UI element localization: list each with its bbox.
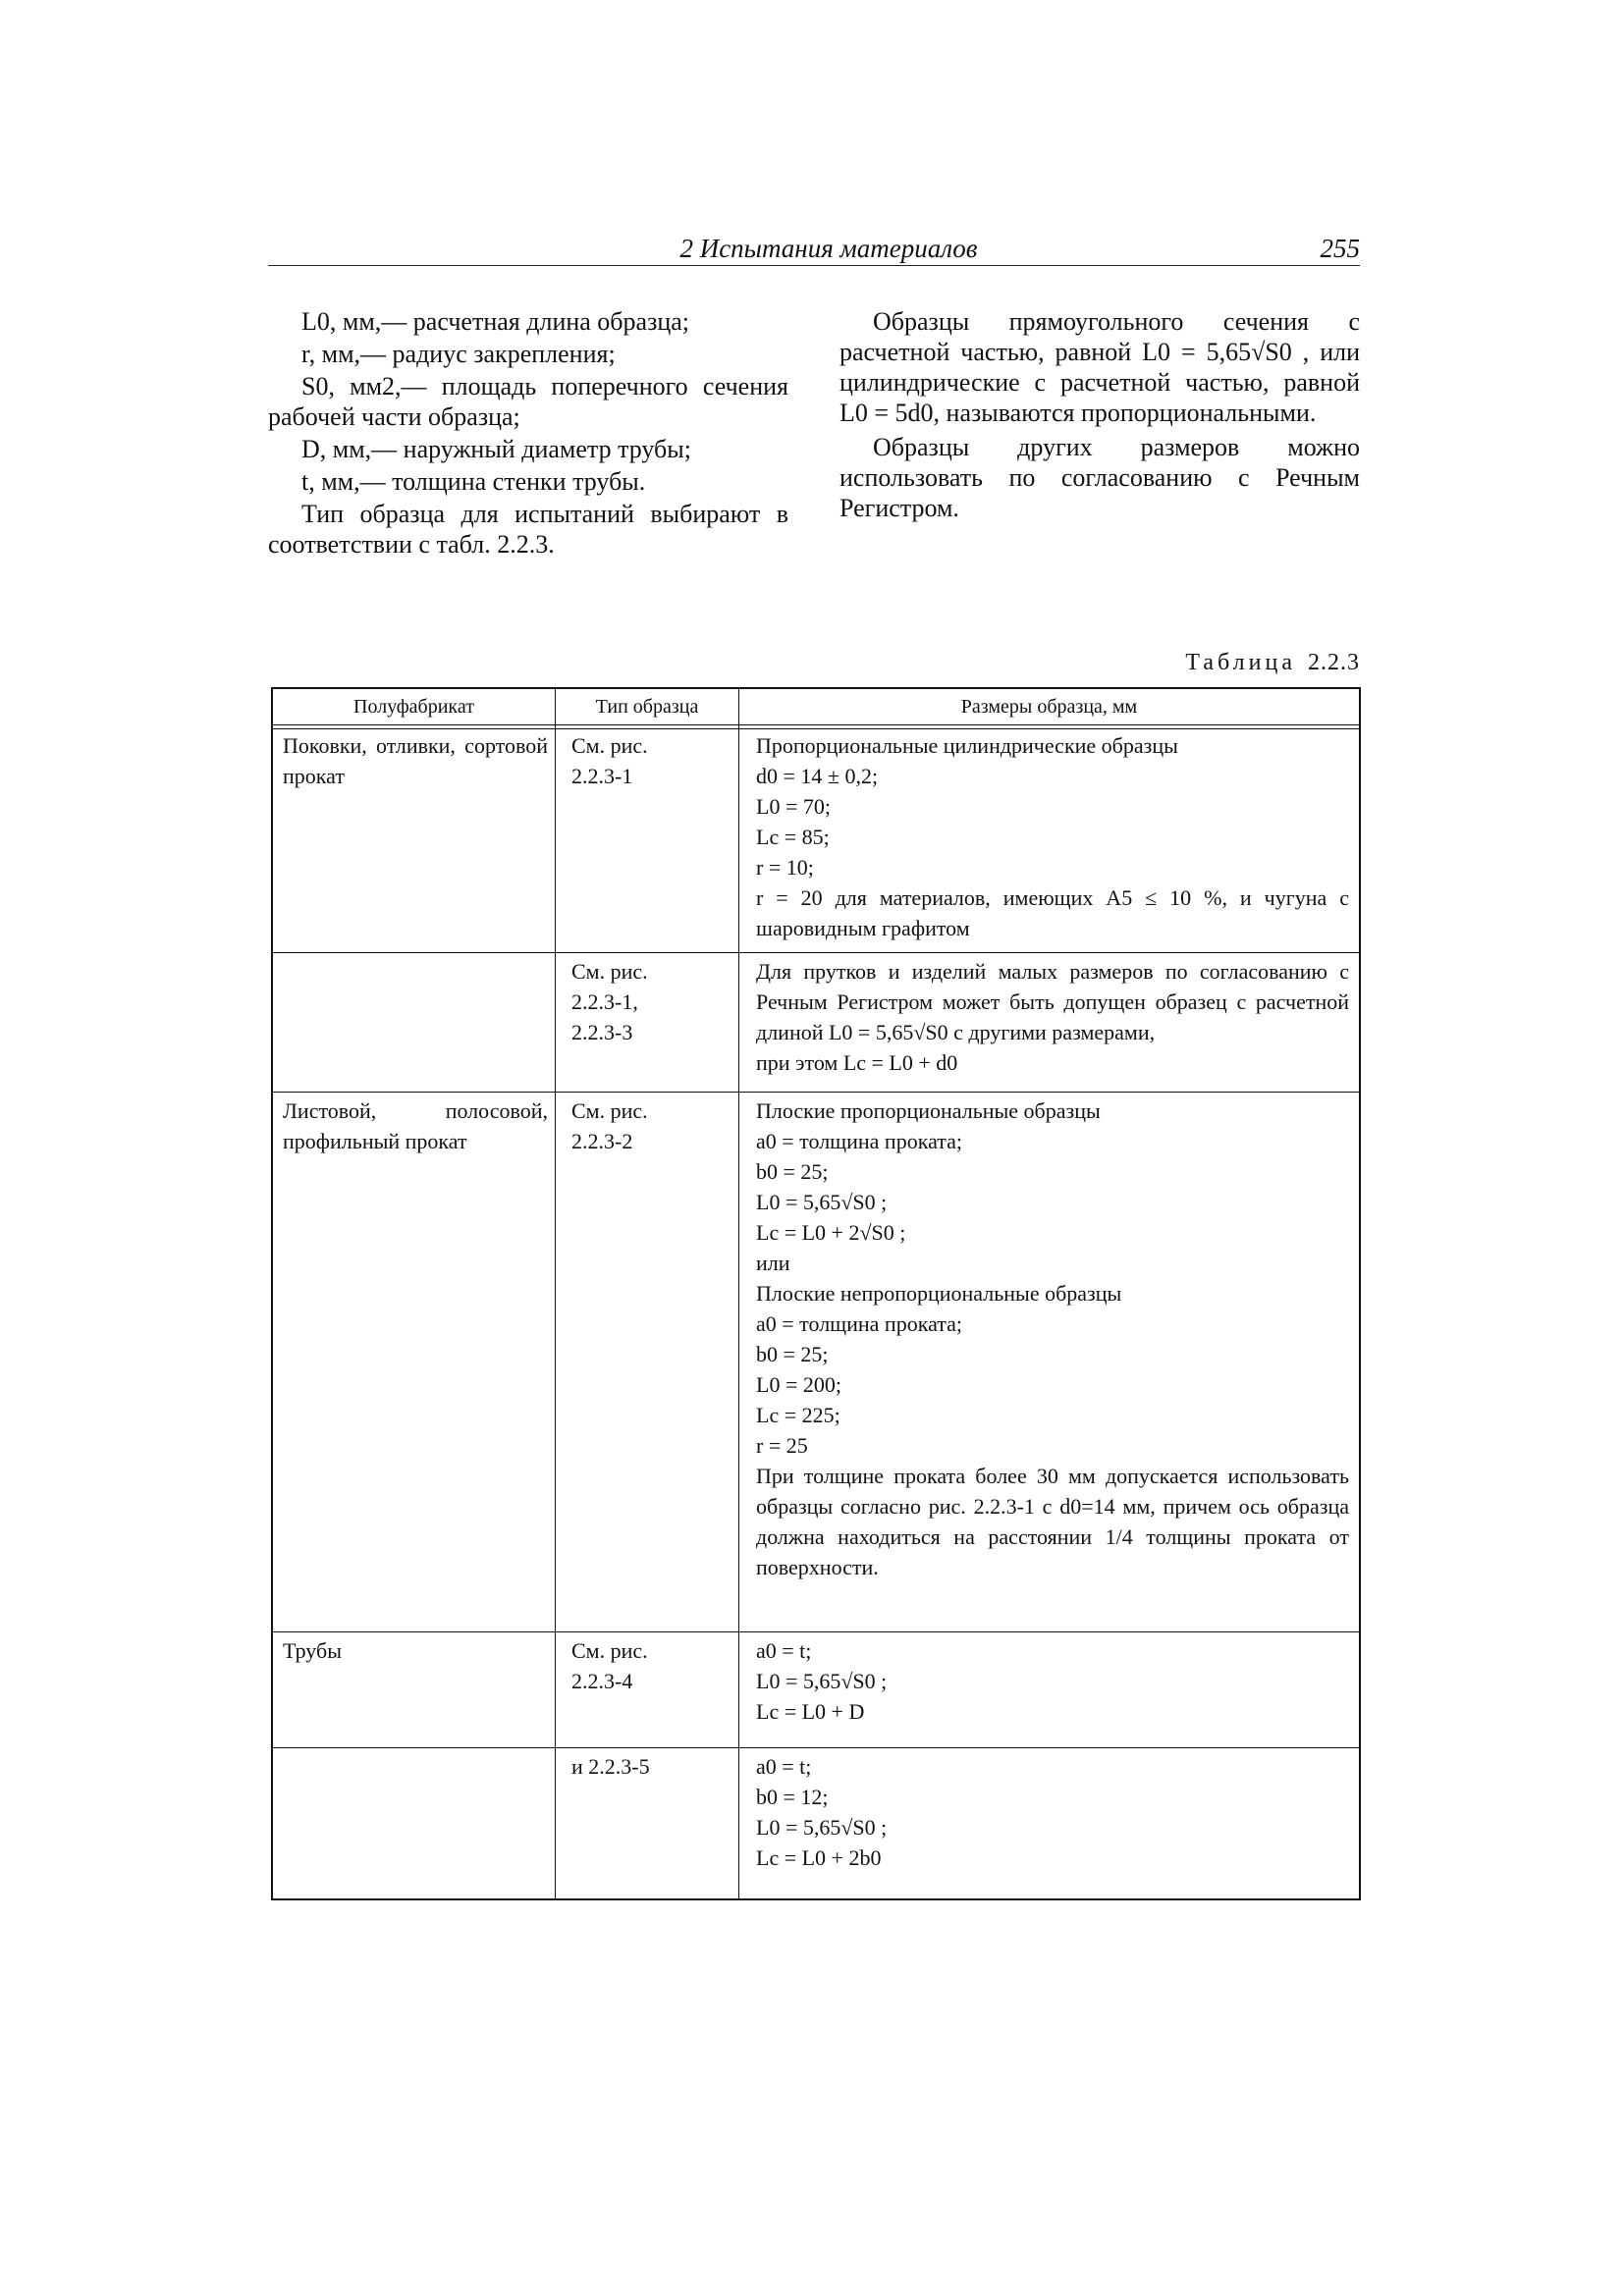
table-row-product: Поковки, отливки, сортовой прокат bbox=[283, 733, 548, 788]
table-row-type: и 2.2.3-5 bbox=[571, 1754, 650, 1779]
table-row-type: См. рис. 2.2.3-1 bbox=[571, 733, 648, 788]
running-header bbox=[268, 232, 1360, 265]
table-row-dimensions: a0 = t; L0 = 5,65√S0 ; Lc = L0 + D bbox=[756, 1638, 888, 1724]
paragraph: Образцы прямоугольного сечения с расчетной частью, равной L0 = 5,65√S0 , или цилиндрические с расчетной частью, равной L0 = 5d0, называются пропорциональными. bbox=[839, 307, 1360, 427]
definition-item: D, мм,— наружный диаметр трубы; bbox=[301, 435, 691, 463]
table-caption-number: 2.2.3 bbox=[1308, 650, 1360, 675]
table-row-product: Листовой, полосовой, профильный прокат bbox=[283, 1098, 548, 1153]
definition-item: t, мм,— толщина стенки трубы. bbox=[301, 467, 646, 496]
table-caption bbox=[1185, 650, 1360, 676]
paragraph: Образцы других размеров можно использовать по согласованию с Речным Регистром. bbox=[839, 433, 1360, 522]
specimen-table bbox=[271, 687, 1361, 1900]
column-divider bbox=[738, 689, 739, 1898]
table-row-type: См. рис. 2.2.3-4 bbox=[571, 1638, 648, 1693]
table-caption-word: Таблица bbox=[1185, 650, 1296, 675]
table-row-dimensions: Пропорциональные цилиндрические образцы d0 = 14 ± 0,2; L0 = 70; Lc = 85; r = 10; r = 20 для материалов, имеющих A5 ≤ 10 %, и чугуна с шаровидным графитом bbox=[756, 733, 1349, 940]
table-row-type: См. рис. 2.2.3-1, 2.2.3-3 bbox=[571, 959, 648, 1044]
definition-item: L0, мм,— расчетная длина образца; bbox=[301, 307, 690, 336]
body-right-column bbox=[839, 306, 1360, 527]
body-left-column bbox=[268, 306, 788, 563]
header-dimensions: Размеры образца, мм bbox=[960, 696, 1138, 718]
table-row-type: См. рис. 2.2.3-2 bbox=[571, 1098, 648, 1153]
column-divider bbox=[555, 689, 556, 1898]
header-rule bbox=[268, 265, 1360, 266]
table-row-dimensions: Для прутков и изделий малых размеров по согласованию с Речным Регистром может быть допущен образец с расчетной длиной L0 = 5,65√S0 с другими размерами, при этом Lc = L0 + d0 bbox=[756, 959, 1349, 1075]
header-type: Тип образца bbox=[595, 696, 699, 718]
section-title: 2 Испытания материалов bbox=[679, 234, 978, 263]
header-rule bbox=[273, 724, 1359, 725]
header-rule bbox=[273, 728, 1359, 729]
table-row-dimensions: Плоские пропорциональные образцы a0 = толщина проката; b0 = 25; L0 = 5,65√S0 ; Lc = L0 + 2√S0 ; или Плоские непропорциональные образцы a0 = толщина проката; b0 = 25; L0 = 200; Lc = 225; r = 25 При толщине проката более 30 мм допускается использовать образцы согласно рис. 2.2.3-1 с d0=14 мм, причем ось образца должна находиться на расстоянии 1/4 толщины проката от поверхности. bbox=[756, 1098, 1349, 1579]
table-row-dimensions: a0 = t; b0 = 12; L0 = 5,65√S0 ; Lc = L0 + 2b0 bbox=[756, 1754, 888, 1870]
row-rule bbox=[273, 952, 1359, 953]
paragraph: Тип образца для испытаний выбирают в соответствии с табл. 2.2.3. bbox=[268, 500, 788, 559]
table-row-product: Трубы bbox=[283, 1638, 342, 1663]
page-number: 255 bbox=[1320, 234, 1360, 263]
header-product: Полуфабрикат bbox=[353, 696, 474, 718]
row-rule bbox=[273, 1092, 1359, 1093]
row-rule bbox=[273, 1631, 1359, 1632]
row-rule bbox=[273, 1747, 1359, 1748]
definition-item: S0, мм2,— площадь поперечного сечения рабочей части образца; bbox=[268, 372, 788, 431]
definition-item: r, мм,— радиус закрепления; bbox=[301, 340, 616, 368]
